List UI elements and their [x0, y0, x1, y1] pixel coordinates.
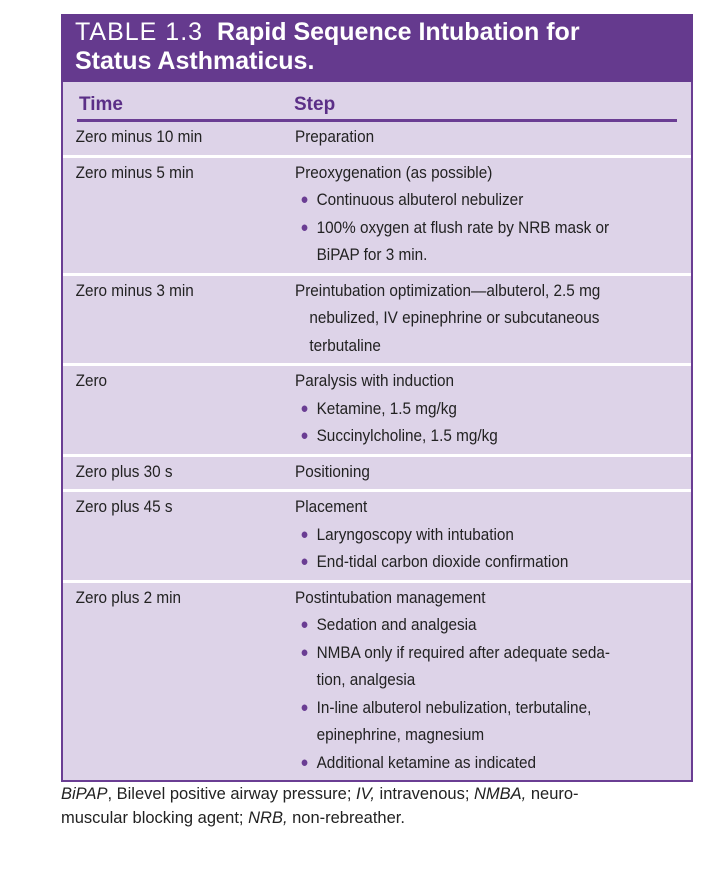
bullet-text-line: End-tidal carbon dioxide confirmation	[316, 552, 569, 571]
step-cell	[295, 367, 651, 450]
bullet-item	[295, 422, 642, 450]
bullet-item	[295, 395, 642, 423]
step-text: Positioning	[295, 461, 370, 481]
time-cell: Zero	[75, 371, 108, 390]
step-cell	[295, 493, 651, 576]
table-label: TABLE 1.3	[75, 18, 204, 46]
bullet-text	[317, 694, 592, 749]
step-text: Placement	[295, 497, 368, 516]
bullet-text	[317, 749, 536, 777]
step-cell	[295, 159, 651, 269]
table-row	[63, 454, 691, 490]
footnote-text: , Bilevel positive airway pressure;	[107, 785, 356, 803]
table-body	[63, 122, 691, 780]
footnote-text: neuro-	[526, 785, 579, 803]
bullet-text	[317, 639, 610, 694]
time-cell: Zero minus 3 min	[75, 280, 194, 300]
bullet-text-line: 100% oxygen at flush rate by NRB mask or	[316, 217, 610, 237]
footnote-text: non-rebreather.	[287, 809, 405, 827]
bullet-text-line: Laryngoscopy with intubation	[316, 524, 514, 544]
bullet-text-line: NMBA only if required after adequate seda-	[316, 642, 611, 662]
footnote-abbreviation: BiPAP	[61, 785, 108, 803]
bullet-item	[295, 611, 642, 639]
time-cell: Zero minus 5 min	[75, 162, 194, 182]
bullet-text	[317, 395, 457, 423]
step-cell	[295, 277, 651, 360]
bullet-text	[317, 422, 498, 450]
bullet-text-line: Additional ketamine as indicated	[316, 752, 537, 772]
bullet-item	[295, 214, 642, 269]
table-title-line-2: Status Asthmaticus.	[75, 47, 315, 75]
time-cell: Zero plus 30 s	[75, 461, 173, 481]
bullet-icon: ●	[300, 553, 309, 570]
bullet-text-line: Sedation and analgesia	[316, 615, 477, 634]
bullet-icon: ●	[300, 218, 309, 236]
step-text: Postintubation management	[295, 587, 486, 607]
bullet-item	[295, 521, 642, 549]
table-title: Rapid Sequence Intubation for	[217, 18, 580, 46]
column-header-step: Step	[294, 94, 336, 115]
bullet-text	[317, 548, 569, 576]
table-title-line-1	[75, 18, 679, 47]
bullet-text-line: BiPAP for 3 min.	[316, 245, 428, 264]
step-text: Preoxygenation (as possible)	[295, 162, 493, 182]
bullet-icon: ●	[300, 698, 309, 716]
footnote-abbreviation: NMBA,	[474, 785, 527, 803]
table-row	[63, 122, 691, 155]
column-header-time: Time	[79, 94, 124, 115]
step-text: Preparation	[295, 127, 375, 146]
time-cell: Zero minus 10 min	[75, 127, 203, 146]
bullet-item	[295, 694, 642, 749]
bullet-icon: ●	[300, 399, 309, 417]
bullet-text-line: Ketamine, 1.5 mg/kg	[316, 398, 457, 418]
bullet-icon: ●	[300, 191, 309, 208]
bullet-icon: ●	[300, 753, 309, 771]
bullet-item	[295, 749, 642, 777]
step-cell	[295, 123, 651, 151]
bullet-text-line: Succinylcholine, 1.5 mg/kg	[316, 426, 498, 445]
footnote-text: intravenous;	[374, 785, 474, 803]
footnote-text: muscular blocking agent;	[61, 809, 249, 827]
step-text: Paralysis with induction	[295, 371, 455, 390]
time-cell: Zero plus 45 s	[75, 497, 173, 516]
bullet-icon: ●	[300, 643, 309, 661]
step-text: Preintubation optimization—albuterol, 2.5 mg	[295, 280, 601, 300]
table-row	[63, 363, 691, 454]
table-row	[63, 273, 691, 364]
bullet-icon: ●	[300, 616, 309, 633]
bullet-text	[317, 186, 524, 214]
bullet-item	[295, 548, 642, 576]
time-cell: Zero plus 2 min	[75, 587, 182, 607]
table	[61, 14, 693, 782]
table-row	[63, 489, 691, 580]
footnote-abbreviation: NRB,	[248, 809, 288, 827]
column-headers	[77, 82, 677, 122]
step-cell	[295, 458, 651, 486]
step-text-continuation: nebulized, IV epinephrine or subcutaneous	[309, 308, 600, 327]
bullet-icon: ●	[300, 427, 309, 444]
bullet-text	[317, 214, 610, 269]
table-title-bar	[61, 14, 693, 82]
bullet-text-line: epinephrine, magnesium	[316, 725, 485, 744]
bullet-text-line: tion, analgesia	[316, 670, 416, 689]
table-row	[63, 580, 691, 781]
bullet-text	[317, 611, 477, 639]
table-footnote	[61, 782, 701, 830]
footnote-abbreviation: IV,	[355, 785, 375, 803]
bullet-text-line: Continuous albuterol nebulizer	[316, 190, 524, 209]
step-cell	[295, 584, 651, 777]
step-text-continuation: terbutaline	[309, 335, 381, 355]
table-row	[63, 155, 691, 273]
bullet-text	[317, 521, 514, 549]
bullet-text-line: In-line albuterol nebulization, terbutaline,	[316, 697, 592, 717]
bullet-icon: ●	[300, 525, 309, 543]
bullet-item	[295, 639, 642, 694]
bullet-item	[295, 186, 642, 214]
